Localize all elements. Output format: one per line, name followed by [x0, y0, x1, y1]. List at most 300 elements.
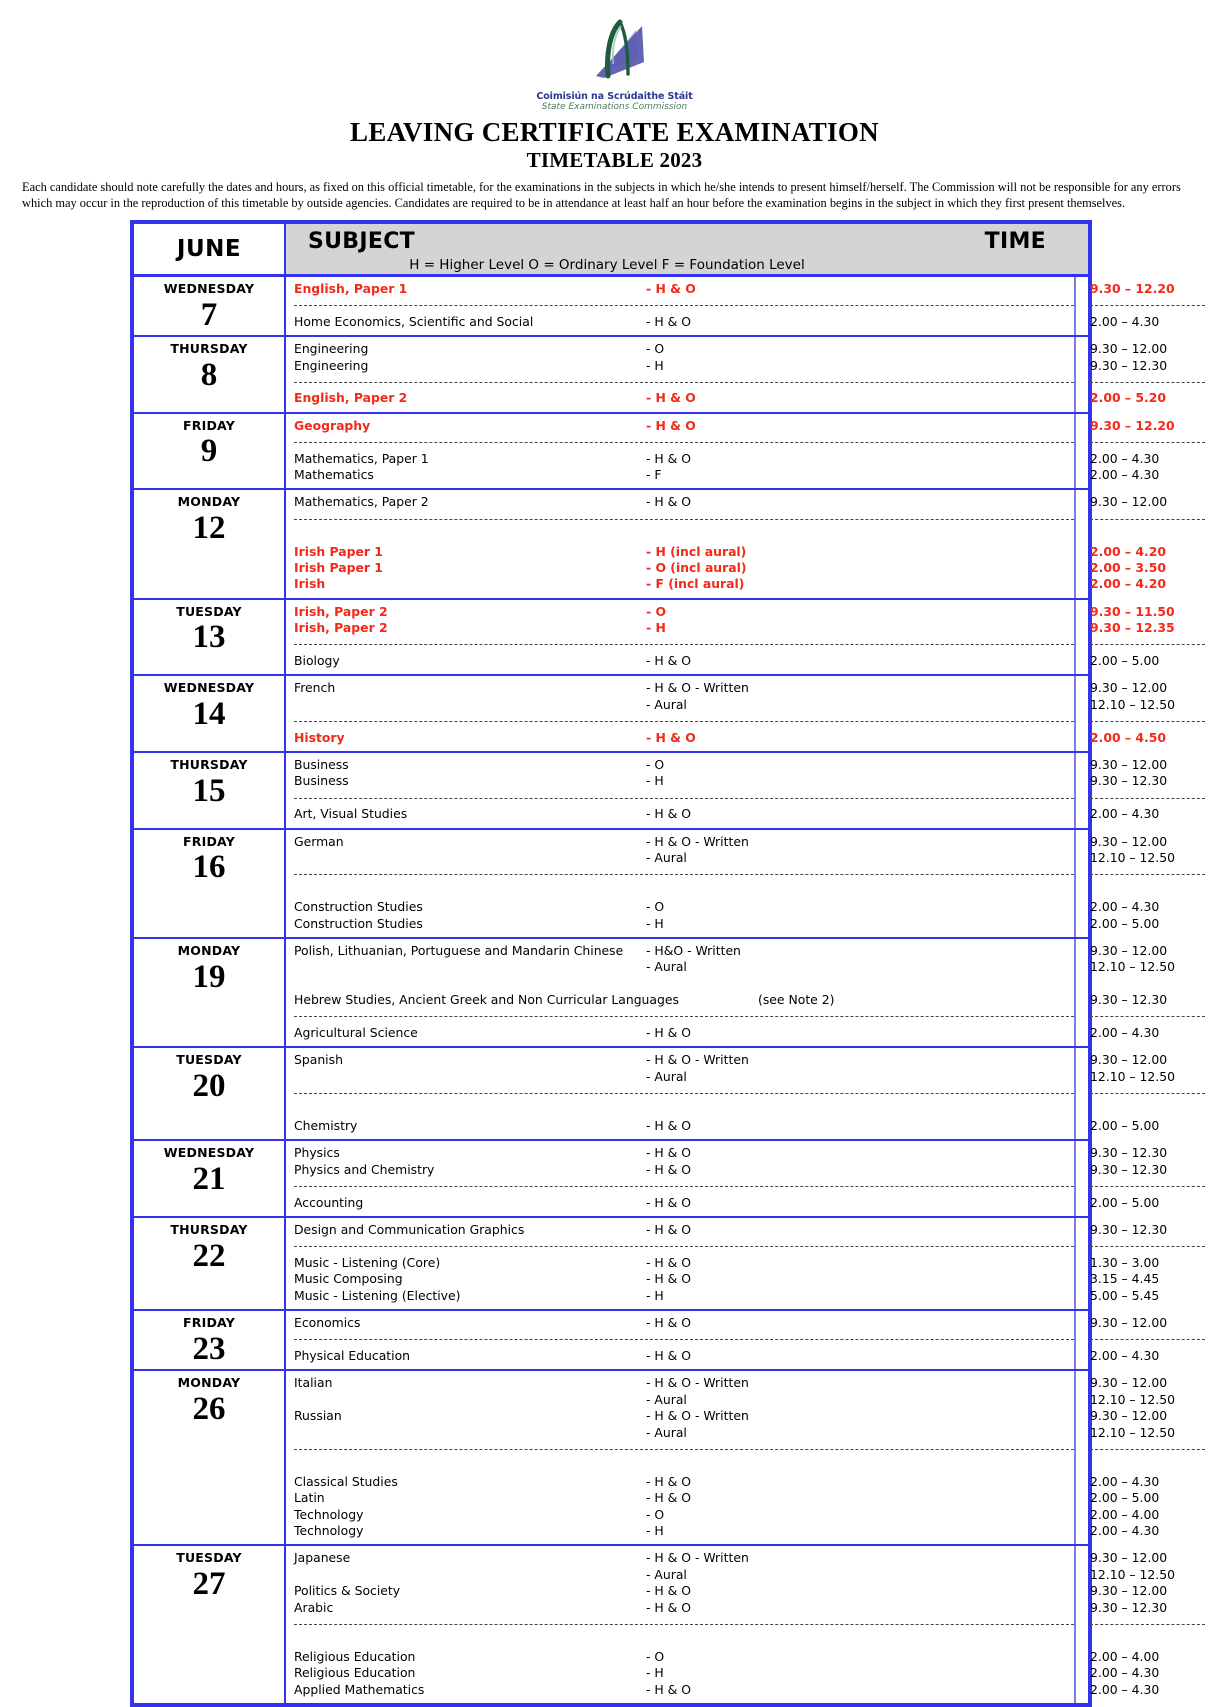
spacer [1090, 1102, 1229, 1118]
header-subject-label: SUBJECT [308, 229, 415, 254]
exam-subject: Arabic [294, 1599, 334, 1615]
exam-level: - H & O - Written [646, 1408, 749, 1424]
time-column [1076, 1371, 1229, 1544]
table-row [134, 1371, 1176, 1546]
exam-entry [294, 850, 1074, 866]
exam-level: - Aural [646, 1566, 687, 1582]
exam-subject [294, 697, 646, 713]
day-exams [286, 676, 1229, 751]
exam-entry [294, 1523, 1074, 1539]
exam-entry [294, 451, 1074, 467]
exam-level: - H & O [646, 729, 696, 745]
exam-entry [294, 1162, 1074, 1178]
session-divider [1090, 637, 1229, 653]
session-divider [1090, 1239, 1229, 1255]
exam-time: 2.00 – 4.30 [1090, 467, 1160, 483]
day-weekday-label: WEDNESDAY [163, 680, 255, 696]
session-divider [1090, 1332, 1229, 1348]
exam-time: 2.00 – 4.30 [1090, 806, 1160, 822]
day-exams [286, 1311, 1229, 1369]
exam-subject: Hebrew Studies, Ancient Greek and Non Curricular Languages [294, 992, 679, 1008]
time-column [1076, 676, 1229, 751]
exam-entry [294, 1271, 1074, 1287]
day-cell [134, 337, 286, 412]
exam-level: - F [646, 467, 662, 483]
subject-column [286, 939, 1076, 1046]
exam-subject [294, 1567, 646, 1583]
exam-time: 9.30 – 12.20 [1090, 417, 1175, 433]
exam-level: - H [646, 915, 664, 931]
exam-time: 2.00 – 4.30 [1090, 1473, 1160, 1489]
exam-entry [294, 1145, 1074, 1161]
page-title: LEAVING CERTIFICATE EXAMINATION [350, 116, 879, 147]
exam-time: 9.30 – 12.00 [1090, 943, 1168, 959]
exam-entry [294, 576, 1074, 592]
exam-entry [294, 1682, 1074, 1698]
exam-time: 2.00 – 3.50 [1090, 560, 1166, 576]
exam-subject: Technology [294, 1522, 364, 1538]
exam-time: 2.00 – 4.20 [1090, 576, 1166, 592]
exam-subject: Mathematics, Paper 2 [294, 494, 429, 510]
exam-subject: Mathematics [294, 467, 374, 483]
day-weekday-label: TUESDAY [176, 1052, 242, 1068]
subject-column [286, 490, 1076, 597]
exam-time: 9.30 – 12.00 [1090, 341, 1168, 357]
exam-time: 2.00 – 5.00 [1090, 1118, 1160, 1134]
exam-subject: Italian [294, 1375, 333, 1391]
exam-level: - H [646, 1665, 664, 1681]
exam-level: - H & O [646, 1194, 692, 1210]
header-month-label: JUNE [176, 236, 242, 262]
day-date-number: 13 [192, 619, 226, 656]
day-exams [286, 600, 1229, 675]
day-cell [134, 1546, 286, 1703]
time-column [1076, 490, 1229, 597]
table-row [134, 337, 1168, 414]
spacer [294, 883, 1074, 899]
day-exams [286, 1218, 1229, 1309]
exam-level: - H & O [646, 806, 692, 822]
exam-subject: History [294, 729, 345, 745]
day-date-number: 7 [200, 296, 218, 333]
session-divider [1090, 297, 1229, 313]
exam-level: - H & O [646, 1254, 692, 1270]
exam-subject: Physical Education [294, 1347, 411, 1363]
exam-entry [294, 899, 1074, 915]
exam-level: - Aural [646, 1424, 687, 1440]
exam-subject [294, 1425, 646, 1441]
day-exams [286, 939, 1229, 1046]
time-column [1076, 1218, 1229, 1309]
exam-entry [294, 959, 1074, 975]
exam-time: 2.00 – 4.30 [1090, 1025, 1160, 1041]
subject-column [286, 277, 1076, 335]
subject-column [286, 1546, 1076, 1703]
exam-subject [294, 850, 646, 866]
exam-subject: Music Composing [294, 1271, 403, 1287]
exam-level: - H & O [646, 1271, 692, 1287]
subject-column [286, 414, 1076, 489]
exam-time: 2.00 – 4.50 [1090, 729, 1166, 745]
exam-entry [294, 1408, 1074, 1424]
exam-entry [294, 1052, 1074, 1068]
exam-entry [294, 1348, 1074, 1364]
session-divider [294, 374, 1074, 390]
session-divider [294, 713, 1074, 729]
timetable-body [134, 277, 1176, 1703]
exam-entry [294, 916, 1074, 932]
org-name-irish: Coimisiún na Scrúdaithe Stáit [536, 91, 693, 102]
table-row [134, 1141, 1168, 1218]
day-date-number: 16 [192, 849, 226, 886]
day-date-number: 21 [192, 1160, 226, 1197]
day-date-number: 20 [192, 1067, 226, 1104]
exam-entry [294, 697, 1074, 713]
spacer [1090, 1632, 1229, 1648]
exam-entry [294, 1490, 1074, 1506]
spacer [294, 1632, 1074, 1648]
exam-time: 9.30 – 12.00 [1090, 1408, 1168, 1424]
exam-level: - Aural [646, 1068, 687, 1084]
day-exams [286, 1141, 1229, 1216]
spacer [294, 1457, 1074, 1473]
subject-column [286, 1048, 1076, 1139]
time-column [1076, 337, 1229, 412]
exam-subject: Polish, Lithuanian, Portuguese and Mandarin Chinese [294, 943, 624, 959]
exam-entry [294, 730, 1074, 746]
exam-subject: Engineering [294, 341, 369, 357]
exam-subject: Physics and Chemistry [294, 1161, 435, 1177]
exam-entry [294, 544, 1074, 560]
day-weekday-label: TUESDAY [176, 1550, 242, 1566]
day-weekday-label: THURSDAY [170, 757, 248, 773]
candidate-notice: Each candidate should note carefully the dates and hours, as fixed on this official timetable, for the examinations in the subjects in which he/she intends to present himself/herself. The Commission will not be responsible for any errors which may occur in the reproduction of this timetable by outside agencies. Candidates are required to be in attendance at least half an hour before the examination begins in the subject in which they first present themselves. [22, 180, 1181, 211]
day-cell [134, 1311, 286, 1369]
time-column [1076, 414, 1229, 489]
session-divider [1090, 1009, 1229, 1025]
subject-column [286, 676, 1076, 751]
time-column [1076, 1546, 1229, 1703]
session-divider [294, 866, 1074, 882]
exam-level: - Aural [646, 959, 687, 975]
session-divider [294, 1178, 1074, 1194]
exam-level: - H & O [646, 1681, 692, 1697]
day-weekday-label: MONDAY [177, 1375, 241, 1391]
spacer [294, 1102, 1074, 1118]
day-date-number: 14 [192, 695, 226, 732]
day-date-number: 23 [192, 1330, 226, 1367]
exam-time: 9.30 – 12.00 [1090, 1315, 1168, 1331]
exam-time: 12.10 – 12.50 [1090, 959, 1176, 975]
exam-subject: English, Paper 2 [294, 390, 408, 406]
day-cell [134, 1141, 286, 1216]
exam-level: - H & O - Written [646, 833, 749, 849]
day-cell [134, 676, 286, 751]
exam-subject [294, 976, 646, 992]
exam-level: - H&O - Written [646, 943, 741, 959]
spacer [1090, 527, 1229, 543]
session-divider [294, 1332, 1074, 1348]
exam-entry [294, 1507, 1074, 1523]
exam-time: 12.10 – 12.50 [1090, 1068, 1176, 1084]
exam-subject: Agricultural Science [294, 1025, 418, 1041]
exam-level: - H & O [646, 653, 692, 669]
exam-level: - H [646, 773, 664, 789]
day-cell [134, 414, 286, 489]
exam-level: - O (incl aural) [646, 560, 747, 576]
subject-column [286, 1371, 1076, 1544]
exam-subject: Economics [294, 1315, 361, 1331]
spacer [1090, 883, 1229, 899]
day-cell [134, 490, 286, 597]
exam-entry [294, 1255, 1074, 1271]
exam-level: - H & O [646, 1161, 692, 1177]
day-exams [286, 1371, 1229, 1544]
table-row [134, 1546, 1176, 1703]
exam-time: 9.30 – 12.00 [1090, 1375, 1168, 1391]
exam-level: (see Note 2) [758, 992, 835, 1008]
session-divider [294, 1009, 1074, 1025]
exam-entry [294, 806, 1074, 822]
session-divider [1090, 790, 1229, 806]
exam-level: - Aural [646, 850, 687, 866]
table-row [134, 939, 1176, 1048]
table-row [134, 277, 1175, 337]
exam-level: - H & O [646, 1583, 692, 1599]
session-divider [1090, 374, 1229, 390]
day-cell [134, 830, 286, 937]
exam-level: - H & O [646, 313, 692, 329]
day-weekday-label: THURSDAY [170, 341, 248, 357]
session-divider [1090, 1178, 1229, 1194]
session-divider [294, 1239, 1074, 1255]
exam-level: - H & O - Written [646, 1375, 749, 1391]
time-column [1076, 1141, 1229, 1216]
exam-time: 9.30 – 11.50 [1090, 603, 1175, 619]
session-divider [294, 434, 1074, 450]
exam-time: 2.00 – 4.30 [1090, 1347, 1160, 1363]
exam-subject: Religious Education [294, 1648, 416, 1664]
exam-entry [294, 1025, 1074, 1041]
session-divider [1090, 434, 1229, 450]
day-cell [134, 600, 286, 675]
day-weekday-label: WEDNESDAY [163, 1145, 255, 1161]
exam-subject: Design and Communication Graphics [294, 1222, 525, 1238]
exam-subject [294, 959, 646, 975]
exam-level: - H & O [646, 1315, 692, 1331]
exam-entry [294, 1583, 1074, 1599]
exam-entry [294, 1392, 1074, 1408]
exam-subject: Music - Listening (Core) [294, 1254, 441, 1270]
day-exams [286, 830, 1229, 937]
exam-time: 2.00 – 4.30 [1090, 450, 1160, 466]
day-date-number: 22 [192, 1237, 226, 1274]
time-column [1076, 753, 1229, 828]
exam-subject: Religious Education [294, 1665, 416, 1681]
time-column [1076, 277, 1229, 335]
exam-subject: Politics & Society [294, 1583, 401, 1599]
exam-level: - H [646, 1287, 664, 1303]
exam-level: - H & O [646, 1473, 692, 1489]
header-level-legend: H = Higher Level O = Ordinary Level F = Foundation Level [409, 257, 805, 273]
day-date-number: 12 [192, 509, 226, 546]
time-column [1076, 939, 1229, 1046]
exam-entry [294, 620, 1074, 636]
exam-time: 9.30 – 12.00 [1090, 1550, 1168, 1566]
exam-subject: Construction Studies [294, 915, 423, 931]
exam-level: - H & O [646, 1599, 692, 1615]
exam-time: 2.00 – 5.00 [1090, 653, 1160, 669]
exam-level: - H & O - Written [646, 1052, 749, 1068]
day-date-number: 26 [192, 1390, 226, 1427]
exam-time: 12.10 – 12.50 [1090, 850, 1176, 866]
day-weekday-label: MONDAY [177, 494, 241, 510]
exam-entry [294, 314, 1074, 330]
exam-subject: Business [294, 757, 349, 773]
time-column [1076, 1048, 1229, 1139]
exam-level: - H & O [646, 1145, 692, 1161]
day-weekday-label: FRIDAY [183, 417, 235, 433]
exam-time: 9.30 – 12.30 [1090, 1145, 1168, 1161]
exam-subject: Spanish [294, 1052, 343, 1068]
exam-entry [294, 757, 1074, 773]
table-row [134, 830, 1176, 939]
exam-time: 2.00 – 4.30 [1090, 1681, 1160, 1697]
subject-column [286, 830, 1076, 937]
day-cell [134, 1371, 286, 1544]
exam-subject: Irish Paper 1 [294, 543, 383, 559]
table-row [134, 490, 1168, 599]
exam-level: - H & O [646, 1347, 692, 1363]
header-body [286, 224, 1088, 274]
exam-level: - H [646, 357, 664, 373]
exam-entry [294, 418, 1074, 434]
exam-subject: Irish, Paper 2 [294, 603, 388, 619]
masthead [0, 0, 1229, 172]
spacer [1090, 1457, 1229, 1473]
day-date-number: 8 [200, 356, 218, 393]
exam-entry [294, 1375, 1074, 1391]
subject-column [286, 1141, 1076, 1216]
exam-time: 1.30 – 3.00 [1090, 1254, 1160, 1270]
exam-entry [294, 1665, 1074, 1681]
table-row [134, 676, 1176, 753]
day-exams [286, 337, 1229, 412]
session-divider [1090, 1085, 1229, 1101]
day-cell [134, 753, 286, 828]
day-date-number: 27 [192, 1565, 226, 1602]
day-weekday-label: WEDNESDAY [163, 281, 255, 296]
exam-level: - H & O [646, 417, 696, 433]
exam-time: 12.10 – 12.50 [1090, 1424, 1176, 1440]
exam-subject: Irish Paper 1 [294, 560, 383, 576]
exam-entry [294, 834, 1074, 850]
table-row [134, 753, 1168, 830]
exam-time: 9.30 – 12.20 [1090, 281, 1175, 296]
time-column [1076, 830, 1229, 937]
exam-time: 2.00 – 4.00 [1090, 1506, 1160, 1522]
exam-entry [294, 653, 1074, 669]
exam-entry [294, 1195, 1074, 1211]
session-divider [294, 790, 1074, 806]
day-cell [134, 1218, 286, 1309]
exam-entry [294, 1550, 1074, 1566]
exam-entry [294, 992, 1074, 1008]
exam-entry [294, 1649, 1074, 1665]
exam-time: 9.30 – 12.00 [1090, 833, 1168, 849]
exam-time: 2.00 – 5.00 [1090, 915, 1160, 931]
exam-entry [294, 604, 1074, 620]
exam-level: - O [646, 1506, 665, 1522]
table-header-row [134, 224, 1088, 277]
exam-level: - H & O [646, 1222, 692, 1238]
day-date-number: 19 [192, 958, 226, 995]
day-date-number: 15 [192, 772, 226, 809]
exam-level: - H & O - Written [646, 680, 749, 696]
exam-level: - H & O [646, 1118, 692, 1134]
harp-logo [574, 14, 656, 91]
exam-time: 9.30 – 12.30 [1090, 1222, 1168, 1238]
subject-column [286, 753, 1076, 828]
exam-entry [294, 976, 1074, 992]
exam-level: - H & O [646, 390, 696, 406]
exam-entry [294, 281, 1074, 297]
header-time-label: TIME [984, 229, 1046, 254]
exam-time: 2.00 – 4.00 [1090, 1648, 1160, 1664]
day-exams [286, 1546, 1229, 1703]
exam-time: 9.30 – 12.00 [1090, 1583, 1168, 1599]
exam-subject: Biology [294, 653, 340, 669]
exam-time: 9.30 – 12.35 [1090, 620, 1175, 636]
exam-time: 2.00 – 4.30 [1090, 1665, 1160, 1681]
day-cell [134, 939, 286, 1046]
exam-time: 9.30 – 12.30 [1090, 1161, 1168, 1177]
exam-entry [294, 1118, 1074, 1134]
exam-time: 9.30 – 12.30 [1090, 357, 1168, 373]
exam-entry [294, 1600, 1074, 1616]
header-month-cell [134, 224, 286, 274]
exam-time: 2.00 – 4.30 [1090, 1522, 1160, 1538]
session-divider [294, 511, 1074, 527]
exam-timetable [130, 220, 1176, 1707]
day-weekday-label: FRIDAY [183, 833, 235, 849]
exam-subject: Construction Studies [294, 899, 423, 915]
day-exams [286, 1048, 1229, 1139]
exam-entry [294, 341, 1074, 357]
exam-time: 9.30 – 12.30 [1090, 1599, 1168, 1615]
exam-time: 12.10 – 12.50 [1090, 1391, 1176, 1407]
day-date-number: 9 [200, 433, 218, 470]
exam-entry [294, 560, 1074, 576]
exam-time: 9.30 – 12.30 [1090, 992, 1168, 1008]
exam-level: - O [646, 1648, 665, 1664]
exam-time: 12.10 – 12.50 [1090, 696, 1176, 712]
exam-level: - O [646, 899, 665, 915]
table-row [134, 414, 1175, 491]
exam-entry [294, 1222, 1074, 1238]
exam-subject: Music - Listening (Elective) [294, 1287, 461, 1303]
session-divider [1090, 511, 1229, 527]
exam-time: 9.30 – 12.00 [1090, 1052, 1168, 1068]
session-divider [1090, 1441, 1229, 1457]
subject-column [286, 1218, 1076, 1309]
exam-subject [294, 1069, 646, 1085]
exam-time: 2.00 – 5.00 [1090, 1194, 1160, 1210]
time-column [1076, 1311, 1229, 1369]
subject-column [286, 337, 1076, 412]
exam-time: 9.30 – 12.00 [1090, 680, 1168, 696]
exam-subject: Russian [294, 1408, 342, 1424]
